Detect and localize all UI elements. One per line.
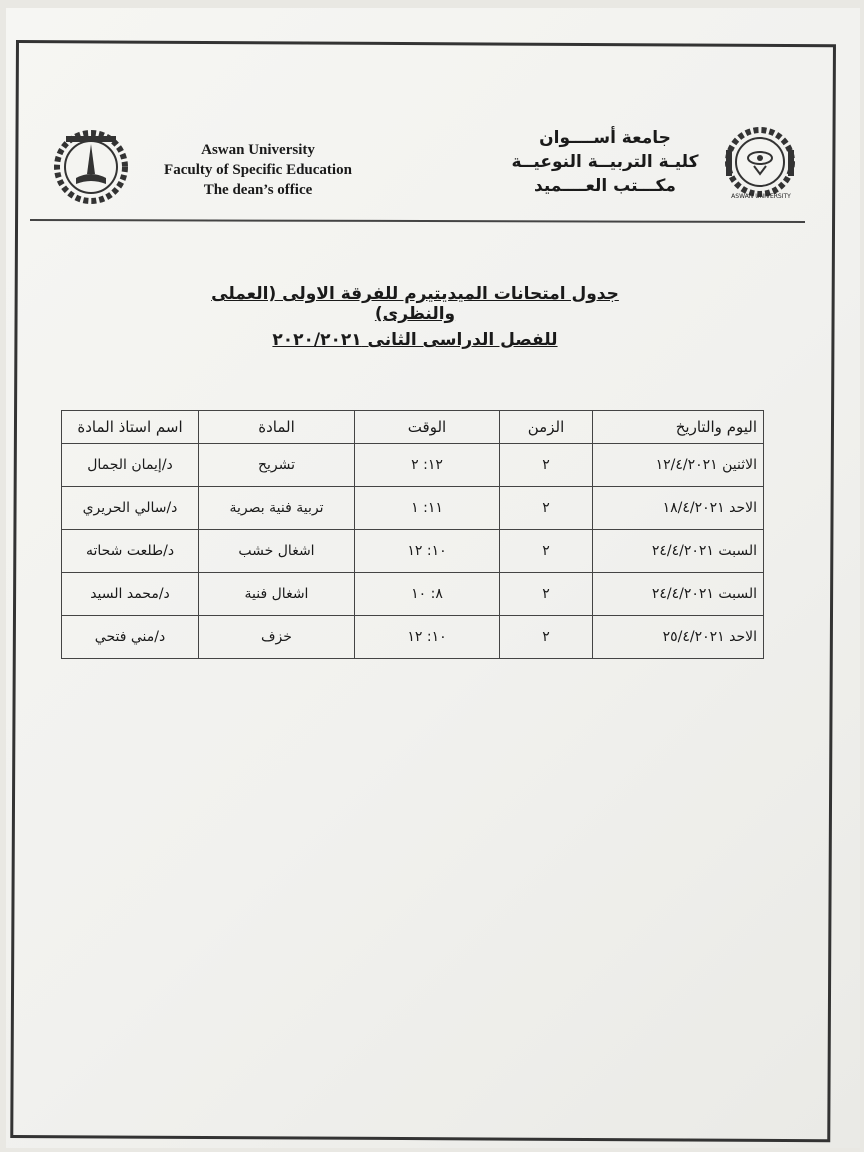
cell-subject: خزف [199,616,355,659]
cell-duration: ٢ [500,444,593,487]
english-header [148,140,368,200]
cell-day-date: الاثنين ١٢/٤/٢٠٢١ [593,444,764,487]
header-professor: اسم استاذ المادة [62,411,199,444]
schedule-subtitle: للفصل الدراسى الثانى ٢٠٢٠/٢٠٢١ [272,330,558,350]
table-row [62,573,764,616]
logo-caption: ASWAN UNIVERSITY [731,193,791,200]
header-day-date: اليوم والتاريخ [593,411,764,444]
cell-time: ١٢: ٢ [355,444,500,487]
table-row [62,444,764,487]
cell-day-date: الاحد ٢٥/٤/٢٠٢١ [593,616,764,659]
table-row [62,487,764,530]
cell-time: ١١: ١ [355,487,500,530]
cell-professor: د/طلعت شحاته [62,530,199,573]
university-name-en: Aswan University [201,142,315,158]
cell-time: ٨: ١٠ [355,573,500,616]
table-row [62,530,764,573]
faculty-name-en: Faculty of Specific Education [164,162,352,178]
cell-professor: د/مني فتحي [62,616,199,659]
table-row [62,616,764,659]
office-name-ar: مكـــتب العــــميد [534,176,676,196]
header-duration: الزمن [500,411,593,444]
exam-schedule-table [61,410,764,659]
arabic-header [500,126,710,198]
header-subject: المادة [199,411,355,444]
cell-subject: تشريح [199,444,355,487]
cell-time: ١٠: ١٢ [355,616,500,659]
faculty-name-ar: كليـة التربيــة النوعيــة [511,152,699,172]
cell-professor: د/محمد السيد [62,573,199,616]
cell-duration: ٢ [500,487,593,530]
cell-duration: ٢ [500,573,593,616]
cell-day-date: السبت ٢٤/٤/٢٠٢١ [593,573,764,616]
cell-duration: ٢ [500,530,593,573]
cell-duration: ٢ [500,616,593,659]
cell-day-date: الاحد ١٨/٤/٢٠٢١ [593,487,764,530]
cell-professor: د/سالي الحريري [62,487,199,530]
table-header-row [62,411,764,444]
office-name-en: The dean’s office [203,182,313,198]
cell-time: ١٠: ١٢ [355,530,500,573]
university-name-ar: جامعة أســــوان [539,128,671,148]
cell-professor: د/إيمان الجمال [62,444,199,487]
cell-subject: تربية فنية بصرية [199,487,355,530]
header-time: الوقت [355,411,500,444]
university-logo-right [720,124,800,204]
cell-subject: اشغال فنية [199,573,355,616]
schedule-title: جدول امتحانات الميديتيرم للفرقة الاولى (العملى والنظرى) [211,284,619,324]
cell-subject: اشغال خشب [199,530,355,573]
university-logo-left [52,128,130,206]
cell-day-date: السبت ٢٤/٤/٢٠٢١ [593,530,764,573]
